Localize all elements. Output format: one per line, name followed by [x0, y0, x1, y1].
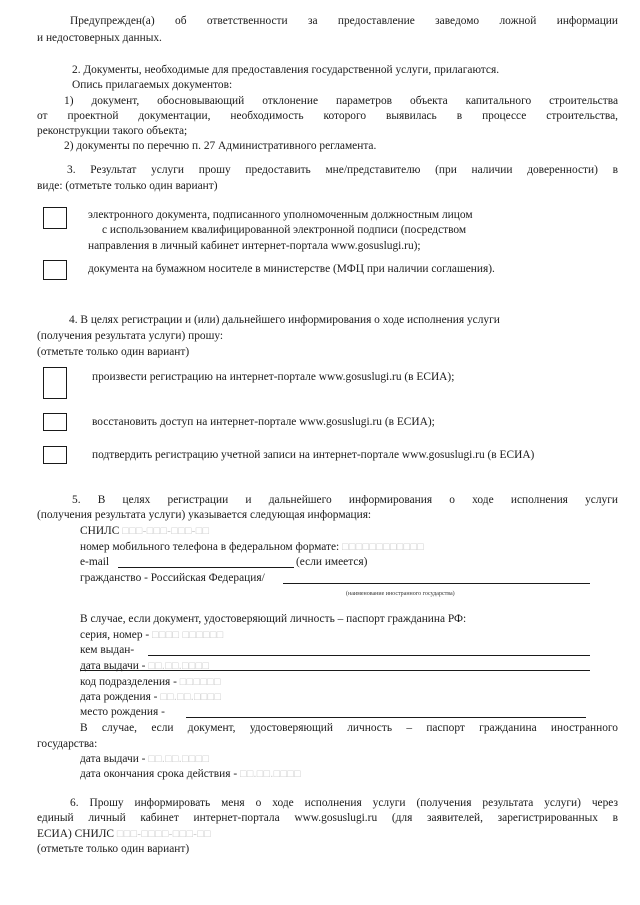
- snils-input-cells[interactable]: □□□-□□□-□□□-□□: [122, 526, 210, 537]
- section3-heading-line2: виде: (отметьте только один вариант): [37, 180, 218, 192]
- dept-code-row: [80, 676, 221, 689]
- issue-date-row: [80, 660, 209, 673]
- liability-warning-line1: Предупрежден(а) об ответственности за предоставление заведомо ложной информации: [70, 15, 618, 27]
- liability-warning-line2: и недостоверных данных.: [37, 32, 162, 44]
- section6-line4: (отметьте только один вариант): [37, 843, 190, 855]
- dept-code-input-cells[interactable]: □□□□□□: [179, 677, 221, 688]
- result-electronic-label-line2: с использованием квалифицированной электронной подписи (посредством: [102, 224, 467, 236]
- issue-date-label: дата выдачи -: [80, 660, 146, 672]
- citizenship-caption: (наименование иностранного государства): [346, 591, 455, 597]
- section2-inventory: Опись прилагаемых документов:: [72, 79, 233, 91]
- birth-place-label: место рождения -: [80, 706, 165, 718]
- snils-row: [80, 525, 210, 538]
- section3-heading-line1: 3. Результат услуги прошу предоставить мне/представителю (при наличии доверенности) в: [67, 164, 618, 176]
- citizenship-label: гражданство - Российская Федерация/: [80, 572, 265, 584]
- citizenship-input-line[interactable]: [283, 583, 590, 584]
- issue-date-input-cells[interactable]: □□.□□.□□□□: [148, 661, 210, 672]
- section2-item2: 2) документы по перечню п. 27 Административного регламента.: [64, 140, 377, 152]
- restore-access-label: восстановить доступ на интернет-портале www.gosuslugi.ru (в ЕСИА);: [92, 416, 435, 428]
- result-paper-label: документа на бумажном носителе в министерстве (МФЦ при наличии соглашения).: [88, 263, 495, 275]
- foreign-passport-heading-line1: В случае, если документ, удостоверяющий личность – паспорт гражданина иностранного: [80, 722, 618, 734]
- section4-heading-line2: (получения результата услуги) прошу:: [37, 330, 224, 342]
- foreign-issue-date-row: [80, 753, 209, 766]
- birth-place-input-line[interactable]: [186, 717, 586, 718]
- expiry-date-label: дата окончания срока действия -: [80, 768, 238, 780]
- result-electronic-label-line1: электронного документа, подписанного уполномоченным должностным лицом: [88, 209, 473, 221]
- snils-label: СНИЛС: [80, 525, 120, 537]
- section5-heading-line1: 5. В целях регистрации и дальнейшего информирования о ходе исполнения услуги: [72, 494, 618, 506]
- section2-item1-line3: реконструкции такого объекта;: [37, 125, 188, 137]
- section6-line1: 6. Прошу информировать меня о ходе исполнения услуги (получения результата услуги) через: [70, 797, 618, 809]
- email-note: (если имеется): [296, 556, 368, 568]
- section6-snils-label: ЕСИА) СНИЛС: [37, 828, 115, 840]
- confirm-registration-label: подтвердить регистрацию учетной записи на интернет-портале www.gosuslugi.ru (в ЕСИА): [92, 449, 535, 461]
- confirm-registration-checkbox[interactable]: [43, 446, 67, 464]
- register-account-label: произвести регистрацию на интернет-портале www.gosuslugi.ru (в ЕСИА);: [92, 371, 455, 383]
- issued-by-label: кем выдан-: [80, 644, 135, 656]
- section5-heading-line2: (получения результата услуги) указывается следующая информация:: [37, 509, 372, 521]
- series-label: серия, номер -: [80, 629, 150, 641]
- section2-item1-line2: от проектной документации, необходимость которого выявилась в процессе строительства,: [37, 110, 618, 122]
- section4-heading-line3: (отметьте только один вариант): [37, 346, 190, 358]
- foreign-issue-date-input-cells[interactable]: □□.□□.□□□□: [148, 754, 210, 765]
- phone-input-cells[interactable]: □□□□□□□□□□□□: [342, 542, 425, 553]
- birth-date-input-cells[interactable]: □□.□□.□□□□: [160, 692, 222, 703]
- section6-line2: единый личный кабинет интернет-портала www.gosuslugi.ru (для заявителей, зарегистрированных в: [37, 812, 618, 824]
- dept-code-label: код подразделения -: [80, 676, 177, 688]
- section2-item1-line1: 1) документ, обосновывающий отклонение параметров объекта капитального строительства: [64, 95, 618, 107]
- section2-heading: 2. Документы, необходимые для предоставления государственной услуги, прилагаются.: [72, 64, 500, 76]
- email-input-line[interactable]: [118, 567, 294, 568]
- issued-by-input-line[interactable]: [148, 655, 590, 656]
- foreign-issue-date-label: дата выдачи -: [80, 753, 146, 765]
- series-input-cells[interactable]: □□□□ □□□□□□: [152, 630, 224, 641]
- result-electronic-checkbox[interactable]: [43, 207, 67, 229]
- section6-line3: [37, 828, 211, 841]
- birth-date-row: [80, 691, 221, 704]
- phone-label: номер мобильного телефона в федеральном формате:: [80, 541, 340, 553]
- section6-snils-input-cells[interactable]: □□□-□□□□-□□□-□□: [116, 829, 211, 840]
- result-paper-checkbox[interactable]: [43, 260, 67, 280]
- email-label: e-mail: [80, 556, 110, 568]
- birth-date-label: дата рождения -: [80, 691, 158, 703]
- register-account-checkbox[interactable]: [43, 367, 67, 399]
- section4-heading-line1: 4. В целях регистрации и (или) дальнейшего информирования о ходе исполнения услуги: [69, 314, 500, 326]
- foreign-passport-heading-line2: государства:: [37, 738, 98, 750]
- expiry-date-input-cells[interactable]: □□.□□.□□□□: [240, 769, 301, 780]
- result-electronic-label-line3: направления в личный кабинет интернет-портала www.gosuslugi.ru);: [88, 240, 421, 252]
- expiry-date-row: [80, 768, 301, 781]
- phone-row: [80, 541, 424, 554]
- rf-passport-heading: В случае, если документ, удостоверяющий личность – паспорт гражданина РФ:: [80, 613, 467, 625]
- restore-access-checkbox[interactable]: [43, 413, 67, 431]
- series-row: [80, 629, 224, 642]
